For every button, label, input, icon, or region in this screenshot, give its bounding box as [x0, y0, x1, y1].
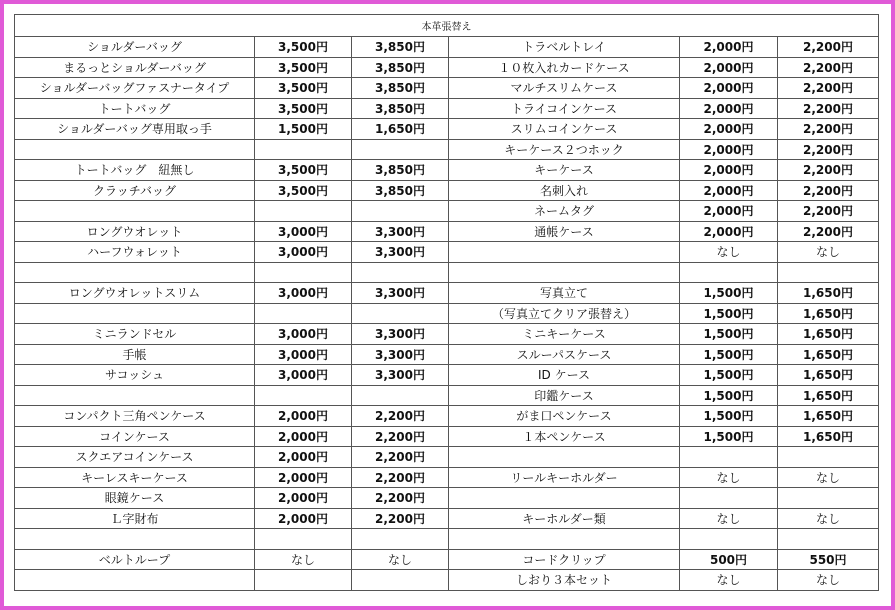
- title-row: [15, 15, 879, 37]
- right-price-excl-tax: [680, 447, 778, 468]
- left-item-name: 手帳: [15, 344, 255, 365]
- left-price-excl-tax: 1,500円: [255, 119, 352, 140]
- left-price-excl-tax: [255, 139, 352, 160]
- left-price-excl-tax: 2,000円: [255, 447, 352, 468]
- right-price-excl-tax: 2,000円: [680, 98, 778, 119]
- left-item-name: ミニランドセル: [15, 324, 255, 345]
- table-row: [15, 365, 879, 386]
- right-price-incl-tax: 2,200円: [778, 78, 879, 99]
- table-row: [15, 119, 879, 140]
- table-row: [15, 57, 879, 78]
- right-price-excl-tax: 1,500円: [680, 283, 778, 304]
- right-price-excl-tax: 1,500円: [680, 344, 778, 365]
- left-item-name: ショルダーバッグファスナータイプ: [15, 78, 255, 99]
- left-price-incl-tax: 3,300円: [352, 283, 449, 304]
- right-price-excl-tax: 2,000円: [680, 201, 778, 222]
- left-price-excl-tax: 3,500円: [255, 160, 352, 181]
- right-price-excl-tax: 1,500円: [680, 324, 778, 345]
- right-item-name: 通帳ケース: [449, 221, 680, 242]
- right-price-excl-tax: なし: [680, 570, 778, 591]
- right-item-name: コードクリップ: [449, 549, 680, 570]
- left-item-name: トートバッグ: [15, 98, 255, 119]
- left-item-name: [15, 201, 255, 222]
- right-price-incl-tax: 2,200円: [778, 221, 879, 242]
- table-row: [15, 180, 879, 201]
- right-item-name: 写真立て: [449, 283, 680, 304]
- right-price-incl-tax: 1,650円: [778, 406, 879, 427]
- left-price-excl-tax: 2,000円: [255, 467, 352, 488]
- left-price-incl-tax: 3,300円: [352, 344, 449, 365]
- left-price-incl-tax: 2,200円: [352, 426, 449, 447]
- left-price-excl-tax: 2,000円: [255, 406, 352, 427]
- table-row: [15, 303, 879, 324]
- right-item-name: ネームタグ: [449, 201, 680, 222]
- right-price-incl-tax: なし: [778, 570, 879, 591]
- table-row: [15, 139, 879, 160]
- left-price-incl-tax: 3,850円: [352, 160, 449, 181]
- table-row: [15, 508, 879, 529]
- table-row: [15, 160, 879, 181]
- left-price-excl-tax: 2,000円: [255, 488, 352, 509]
- left-item-name: まるっとショルダーバッグ: [15, 57, 255, 78]
- right-item-name: １本ペンケース: [449, 426, 680, 447]
- left-price-excl-tax: [255, 529, 352, 550]
- left-item-name: コンパクト三角ペンケース: [15, 406, 255, 427]
- table-row: [15, 467, 879, 488]
- right-item-name: キーホルダー類: [449, 508, 680, 529]
- right-price-excl-tax: [680, 488, 778, 509]
- left-price-incl-tax: 3,300円: [352, 365, 449, 386]
- left-price-excl-tax: [255, 385, 352, 406]
- right-price-excl-tax: 2,000円: [680, 221, 778, 242]
- right-item-name: （写真立てクリア張替え）: [449, 303, 680, 324]
- left-item-name: ロングウオレット: [15, 221, 255, 242]
- right-item-name: １０枚入れカードケース: [449, 57, 680, 78]
- left-price-incl-tax: [352, 139, 449, 160]
- left-price-incl-tax: 3,850円: [352, 78, 449, 99]
- right-price-incl-tax: なし: [778, 508, 879, 529]
- left-price-incl-tax: 2,200円: [352, 406, 449, 427]
- right-price-excl-tax: 2,000円: [680, 37, 778, 58]
- left-price-incl-tax: [352, 201, 449, 222]
- right-price-incl-tax: 1,650円: [778, 385, 879, 406]
- left-item-name: [15, 529, 255, 550]
- right-item-name: トラベルトレイ: [449, 37, 680, 58]
- table-row: [15, 344, 879, 365]
- left-price-incl-tax: [352, 529, 449, 550]
- right-item-name: [449, 262, 680, 283]
- left-price-excl-tax: [255, 201, 352, 222]
- left-item-name: ベルトループ: [15, 549, 255, 570]
- right-item-name: [449, 488, 680, 509]
- right-item-name: ID ケース: [449, 365, 680, 386]
- left-price-excl-tax: 3,500円: [255, 98, 352, 119]
- left-item-name: 眼鏡ケース: [15, 488, 255, 509]
- left-item-name: トートバッグ 紐無し: [15, 160, 255, 181]
- right-item-name: スルーパスケース: [449, 344, 680, 365]
- table-row: [15, 488, 879, 509]
- right-item-name: リールキーホルダー: [449, 467, 680, 488]
- left-price-incl-tax: 3,850円: [352, 180, 449, 201]
- table-row: [15, 406, 879, 427]
- right-price-excl-tax: 2,000円: [680, 57, 778, 78]
- right-price-excl-tax: 1,500円: [680, 385, 778, 406]
- right-price-excl-tax: 1,500円: [680, 426, 778, 447]
- right-price-incl-tax: 2,200円: [778, 160, 879, 181]
- left-price-incl-tax: 2,200円: [352, 447, 449, 468]
- left-price-incl-tax: 3,300円: [352, 242, 449, 263]
- right-price-excl-tax: 1,500円: [680, 365, 778, 386]
- left-price-excl-tax: 3,000円: [255, 324, 352, 345]
- right-price-incl-tax: 2,200円: [778, 180, 879, 201]
- right-price-incl-tax: [778, 447, 879, 468]
- right-price-excl-tax: なし: [680, 508, 778, 529]
- left-item-name: ショルダーバッグ専用取っ手: [15, 119, 255, 140]
- left-price-excl-tax: 3,000円: [255, 242, 352, 263]
- left-price-excl-tax: [255, 262, 352, 283]
- right-price-excl-tax: [680, 529, 778, 550]
- left-item-name: スクエアコインケース: [15, 447, 255, 468]
- left-price-incl-tax: [352, 303, 449, 324]
- right-price-incl-tax: なし: [778, 467, 879, 488]
- right-item-name: 印鑑ケース: [449, 385, 680, 406]
- left-price-incl-tax: 3,300円: [352, 324, 449, 345]
- left-price-incl-tax: 3,850円: [352, 57, 449, 78]
- right-item-name: キーケース: [449, 160, 680, 181]
- left-item-name: [15, 570, 255, 591]
- right-price-excl-tax: 1,500円: [680, 303, 778, 324]
- right-item-name: マルチスリムケース: [449, 78, 680, 99]
- left-price-incl-tax: 3,300円: [352, 221, 449, 242]
- right-item-name: [449, 242, 680, 263]
- table-row: [15, 201, 879, 222]
- right-item-name: がま口ペンケース: [449, 406, 680, 427]
- right-item-name: キーケース２つホック: [449, 139, 680, 160]
- left-price-excl-tax: 2,000円: [255, 426, 352, 447]
- table-row: [15, 242, 879, 263]
- left-item-name: [15, 262, 255, 283]
- left-price-incl-tax: 3,850円: [352, 37, 449, 58]
- right-price-incl-tax: 1,650円: [778, 324, 879, 345]
- right-item-name: [449, 447, 680, 468]
- right-price-excl-tax: なし: [680, 242, 778, 263]
- right-price-incl-tax: 1,650円: [778, 426, 879, 447]
- left-price-excl-tax: [255, 570, 352, 591]
- table-row: [15, 324, 879, 345]
- right-price-incl-tax: 1,650円: [778, 283, 879, 304]
- table-row: [15, 447, 879, 468]
- left-item-name: ロングウオレットスリム: [15, 283, 255, 304]
- right-price-excl-tax: 500円: [680, 549, 778, 570]
- table-row: [15, 570, 879, 591]
- right-price-excl-tax: 2,000円: [680, 78, 778, 99]
- right-price-excl-tax: 1,500円: [680, 406, 778, 427]
- table-row: [15, 426, 879, 447]
- right-price-excl-tax: 2,000円: [680, 160, 778, 181]
- left-item-name: [15, 303, 255, 324]
- right-item-name: しおり３本セット: [449, 570, 680, 591]
- right-price-excl-tax: [680, 262, 778, 283]
- left-item-name: コインケース: [15, 426, 255, 447]
- right-price-incl-tax: [778, 262, 879, 283]
- right-price-incl-tax: [778, 488, 879, 509]
- left-item-name: [15, 385, 255, 406]
- left-price-incl-tax: なし: [352, 549, 449, 570]
- right-price-incl-tax: 2,200円: [778, 57, 879, 78]
- left-item-name: ショルダーバッグ: [15, 37, 255, 58]
- table-title: 本革張替え: [15, 15, 879, 37]
- right-price-incl-tax: 2,200円: [778, 201, 879, 222]
- left-price-excl-tax: 3,500円: [255, 78, 352, 99]
- right-price-incl-tax: 550円: [778, 549, 879, 570]
- left-price-incl-tax: 1,650円: [352, 119, 449, 140]
- right-price-incl-tax: 2,200円: [778, 98, 879, 119]
- left-item-name: ハーフウォレット: [15, 242, 255, 263]
- left-price-excl-tax: 3,000円: [255, 283, 352, 304]
- right-price-excl-tax: 2,000円: [680, 139, 778, 160]
- left-price-excl-tax: なし: [255, 549, 352, 570]
- table-row: [15, 385, 879, 406]
- right-price-incl-tax: なし: [778, 242, 879, 263]
- left-item-name: [15, 139, 255, 160]
- left-price-incl-tax: [352, 570, 449, 591]
- left-price-incl-tax: [352, 262, 449, 283]
- right-item-name: トライコインケース: [449, 98, 680, 119]
- right-price-incl-tax: 1,650円: [778, 344, 879, 365]
- right-price-incl-tax: 2,200円: [778, 119, 879, 140]
- right-item-name: ミニキーケース: [449, 324, 680, 345]
- left-price-incl-tax: 3,850円: [352, 98, 449, 119]
- left-item-name: クラッチバッグ: [15, 180, 255, 201]
- table-row: [15, 98, 879, 119]
- right-price-incl-tax: 1,650円: [778, 365, 879, 386]
- right-price-incl-tax: 2,200円: [778, 139, 879, 160]
- right-item-name: [449, 529, 680, 550]
- left-price-excl-tax: 2,000円: [255, 508, 352, 529]
- table-row: [15, 283, 879, 304]
- left-price-excl-tax: [255, 303, 352, 324]
- right-price-incl-tax: 1,650円: [778, 303, 879, 324]
- right-item-name: スリムコインケース: [449, 119, 680, 140]
- left-price-excl-tax: 3,000円: [255, 344, 352, 365]
- left-price-incl-tax: 2,200円: [352, 467, 449, 488]
- table-row: [15, 529, 879, 550]
- price-table: [14, 14, 879, 591]
- table-row: [15, 549, 879, 570]
- right-item-name: 名刺入れ: [449, 180, 680, 201]
- table-row: [15, 78, 879, 99]
- table-row: [15, 221, 879, 242]
- left-price-incl-tax: 2,200円: [352, 508, 449, 529]
- right-price-excl-tax: 2,000円: [680, 180, 778, 201]
- left-price-excl-tax: 3,500円: [255, 57, 352, 78]
- left-item-name: Ｌ字財布: [15, 508, 255, 529]
- left-price-excl-tax: 3,000円: [255, 221, 352, 242]
- right-price-excl-tax: なし: [680, 467, 778, 488]
- left-price-excl-tax: 3,500円: [255, 37, 352, 58]
- right-price-incl-tax: [778, 529, 879, 550]
- right-price-incl-tax: 2,200円: [778, 37, 879, 58]
- left-price-excl-tax: 3,500円: [255, 180, 352, 201]
- table-row: [15, 37, 879, 58]
- right-price-excl-tax: 2,000円: [680, 119, 778, 140]
- left-price-excl-tax: 3,000円: [255, 365, 352, 386]
- left-price-incl-tax: [352, 385, 449, 406]
- left-item-name: サコッシュ: [15, 365, 255, 386]
- left-item-name: キーレスキーケース: [15, 467, 255, 488]
- left-price-incl-tax: 2,200円: [352, 488, 449, 509]
- table-row: [15, 262, 879, 283]
